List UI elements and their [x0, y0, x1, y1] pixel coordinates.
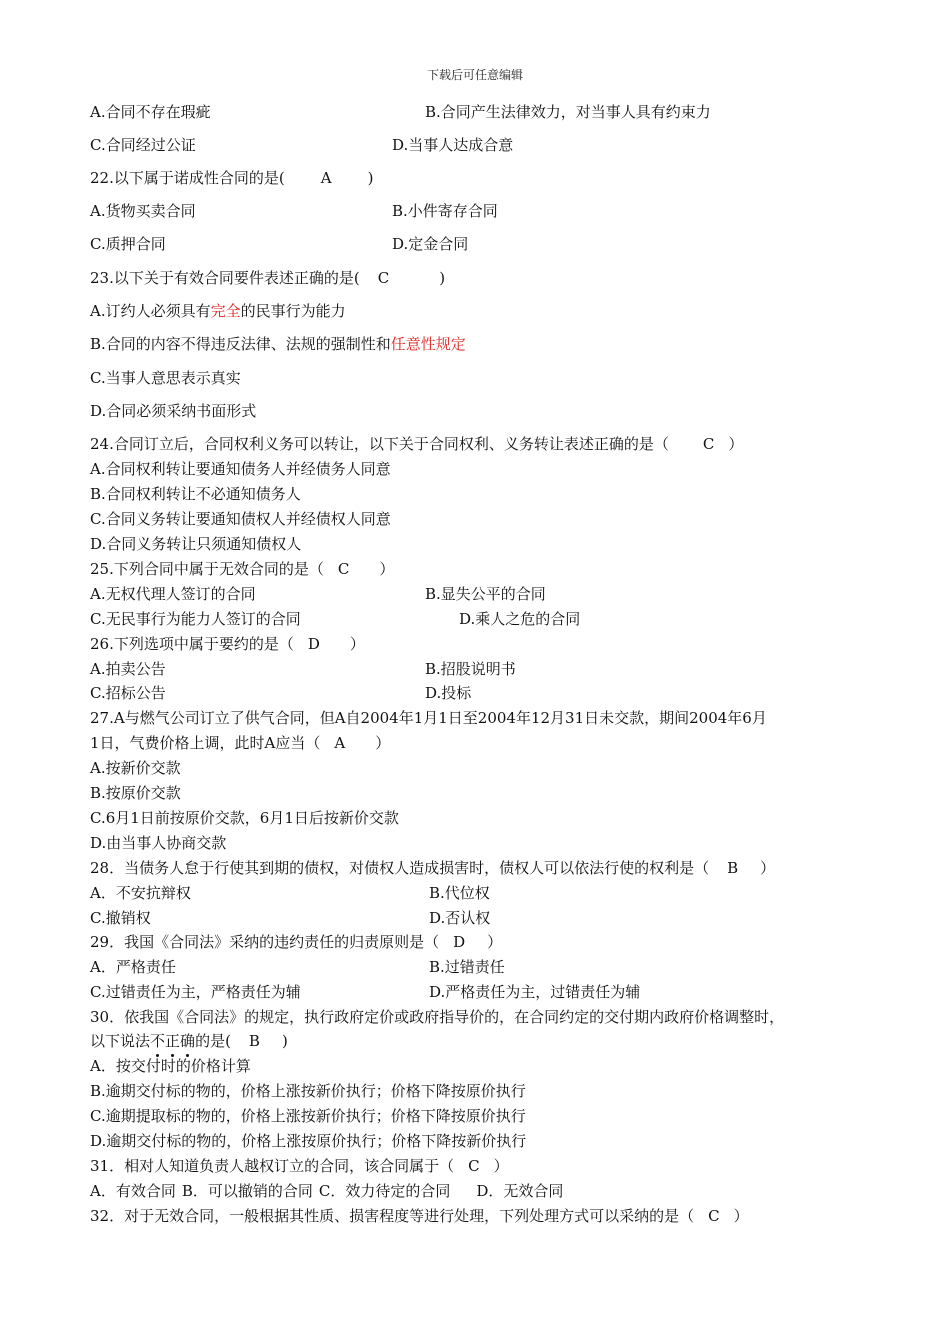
q29-option-b: B.过错责任	[429, 958, 505, 976]
q23-option-c: C.当事人意思表示真实	[90, 369, 241, 387]
q27-option-b: B.按原价交款	[90, 784, 181, 802]
q28-answer: B	[727, 859, 739, 877]
q24-option-d: D.合同义务转让只须通知债权人	[90, 535, 302, 553]
q27-option-c: C.6月1日前按原价交款，6月1日后按新价交款	[90, 809, 399, 827]
q22-answer: A	[320, 169, 332, 187]
q28-option-d: D.否认权	[429, 909, 491, 927]
emphasis-char: 确	[180, 1031, 195, 1051]
q29-stem: 29．我国《合同法》采纳的违约责任的归责原则是（ D ）	[90, 933, 503, 951]
q27-stem-line1: 27.A与燃气公司订立了供气合同，但A自2004年1月1日至2004年12月31日未交款，期间2004年6月	[90, 709, 767, 727]
q22-option-a: A.货物买卖合同	[90, 202, 196, 220]
q22-option-c: C.质押合同	[90, 235, 166, 253]
q22-option-b: B.小件寄存合同	[392, 202, 498, 220]
q28-stem: 28．当债务人怠于行使其到期的债权，对债权人造成损害时，债权人可以依法行使的权利是（ B ）	[90, 859, 776, 877]
q30-answer: B	[248, 1032, 260, 1050]
q31-option-a: A．有效合同	[90, 1182, 176, 1200]
emphasis-char: 不	[150, 1031, 165, 1051]
q21-option-b: B.合同产生法律效力，对当事人具有约束力	[425, 103, 711, 121]
q25-answer: C	[337, 560, 350, 578]
q28-option-a: A．不安抗辩权	[90, 884, 191, 902]
q21-option-a: A.合同不存在瑕疵	[90, 103, 211, 121]
q25-option-c: C.无民事行为能力人签订的合同	[90, 610, 301, 628]
q27-option-a: A.按新价交款	[90, 759, 181, 777]
q30-option-a: A．按交付时的价格计算	[90, 1057, 251, 1075]
q22-stem: 22.以下属于诺成性合同的是( A )	[90, 169, 374, 187]
q27-stem-line2: 1日，气费价格上调，此时A应当（ A ）	[90, 734, 391, 752]
q31-option-c: C．效力待定的合同	[318, 1182, 451, 1200]
q29-option-d: D.严格责任为主，过错责任为辅	[429, 983, 641, 1001]
q28-option-c: C.撤销权	[90, 909, 151, 927]
q25-option-b: B.显失公平的合同	[425, 585, 546, 603]
q26-option-b: B.招股说明书	[425, 660, 516, 678]
q31-stem: 31．相对人知道负责人越权订立的合同，该合同属于（ C ）	[90, 1157, 509, 1175]
q22-option-d: D.定金合同	[392, 235, 469, 253]
q24-stem: 24.合同订立后，合同权利义务可以转让，以下关于合同权利、义务转让表述正确的是（ C ）	[90, 435, 744, 453]
q29-answer: D	[453, 933, 466, 951]
q27-option-d: D.由当事人协商交款	[90, 834, 227, 852]
q30-option-d: D.逾期交付标的物的，价格上涨按原价执行；价格下降按新价执行	[90, 1132, 527, 1150]
q23-option-a: A.订约人必须具有完全的民事行为能力	[90, 302, 346, 320]
q29-option-c: C.过错责任为主，严格责任为辅	[90, 983, 301, 1001]
q31-answer: C	[468, 1157, 480, 1175]
q30-option-c: C.逾期提取标的物的，价格上涨按新价执行；价格下降按原价执行	[90, 1107, 526, 1125]
q30-option-b: B.逾期交付标的物的，价格上涨按新价执行；价格下降按原价执行	[90, 1082, 526, 1100]
q31-option-d: D．无效合同	[476, 1182, 564, 1200]
q26-option-c: C.招标公告	[90, 684, 166, 702]
q23-option-b: B.合同的内容不得违反法律、法规的强制性和任意性规定	[90, 335, 466, 353]
q27-answer: A	[334, 734, 346, 752]
q26-answer: D	[307, 635, 320, 653]
q24-option-a: A.合同权利转让要通知债务人并经债务人同意	[90, 460, 391, 478]
q24-answer: C	[702, 435, 715, 453]
q30-stem-line2: 以下说法不 正 确 的是( B )	[90, 1031, 288, 1051]
q21-option-c: C.合同经过公证	[90, 136, 196, 154]
q24-option-c: C.合同义务转让要通知债权人并经债权人同意	[90, 510, 391, 528]
q26-option-d: D.投标	[425, 684, 472, 702]
q24-option-b: B.合同权利转让不必通知债务人	[90, 485, 301, 503]
q25-option-a: A.无权代理人签订的合同	[90, 585, 256, 603]
q31-option-b: B．可以撤销的合同	[181, 1182, 313, 1200]
page-header: 下载后可任意编辑	[426, 68, 523, 82]
q23-option-d: D.合同必须采纳书面形式	[90, 402, 257, 420]
q26-stem: 26.下列选项中属于要约的是（ D ）	[90, 635, 365, 653]
q32-stem: 32．对于无效合同，一般根据其性质、损害程度等进行处理，下列处理方式可以采纳的是（ C ）	[90, 1207, 749, 1225]
q23-stem: 23.以下关于有效合同要件表述正确的是( C )	[90, 269, 446, 287]
q26-option-a: A.拍卖公告	[90, 660, 166, 678]
q25-option-d: D.乘人之危的合同	[459, 610, 581, 628]
q21-option-d: D.当事人达成合意	[392, 136, 514, 154]
q32-answer: C	[708, 1207, 720, 1225]
q29-option-a: A．严格责任	[90, 958, 176, 976]
q30-stem-line1: 30．依我国《合同法》的规定，执行政府定价或政府指导价的，在合同约定的交付期内政府价格调整时，	[90, 1008, 785, 1026]
q25-stem: 25.下列合同中属于无效合同的是（ C ）	[90, 560, 395, 578]
emphasis-char: 正	[165, 1031, 180, 1051]
q31-options	[90, 1181, 563, 1201]
highlight-discretionary: 任意性规定	[390, 335, 466, 353]
q28-option-b: B.代位权	[429, 884, 490, 902]
highlight-complete: 完全	[210, 302, 241, 320]
q23-answer: C	[377, 269, 390, 287]
